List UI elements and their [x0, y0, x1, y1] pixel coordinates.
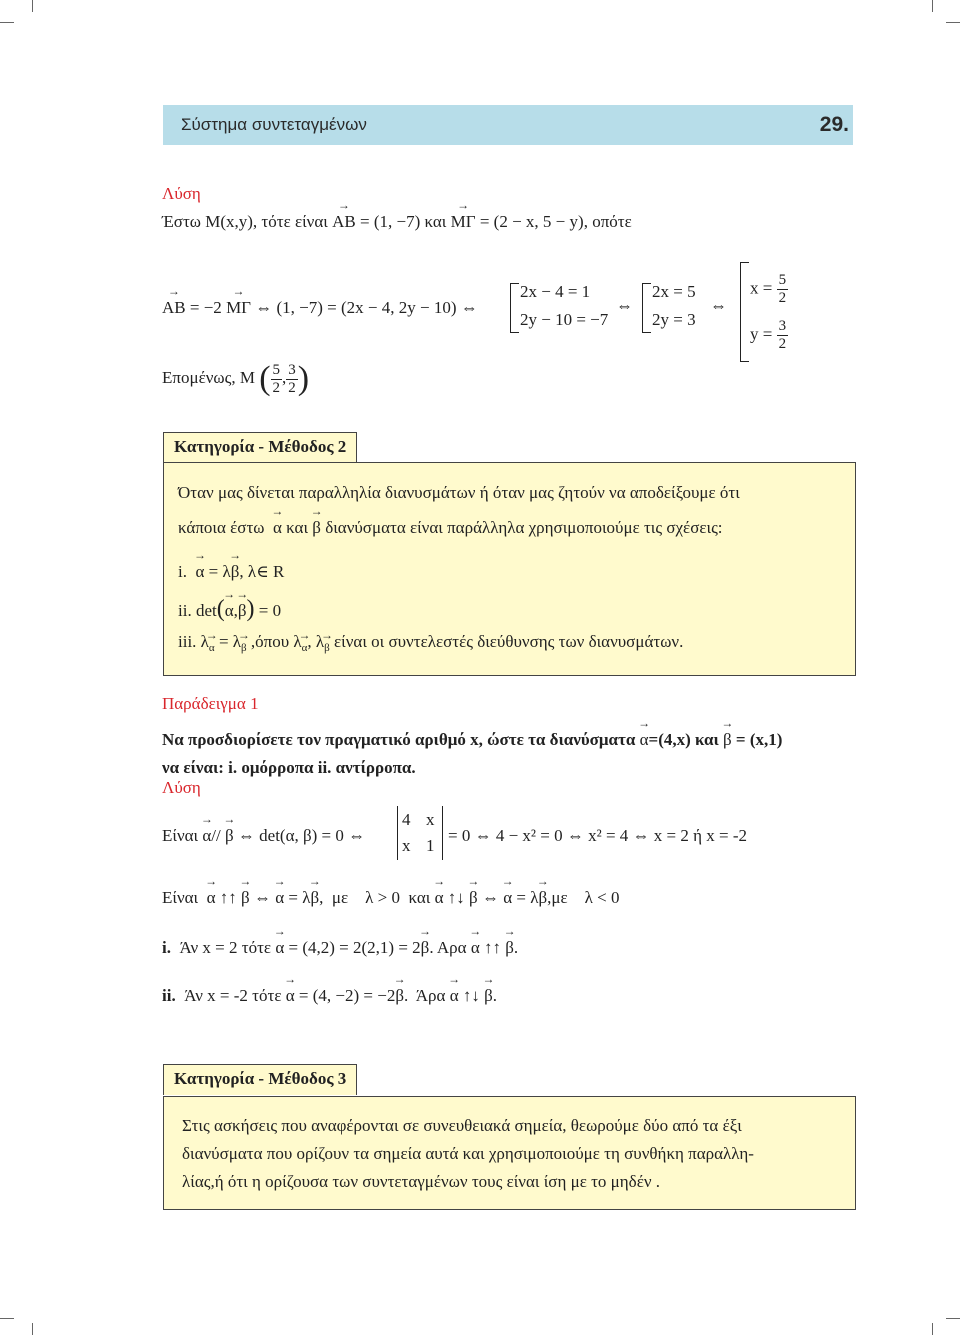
- crop-mark: [32, 0, 33, 12]
- system-1-eq-b: 2y − 10 = −7: [520, 310, 609, 329]
- system-brace: [740, 262, 749, 362]
- y-solution: y = $\frac{3}{2}$: [750, 318, 787, 352]
- method-2-line-1: Όταν μας δίνεται παραλληλία διανυσμάτων ή όταν μας ζητούν να αποδείξουμε ότι: [178, 483, 740, 502]
- page-number: 29.: [819, 113, 849, 136]
- crop-mark: [932, 1323, 933, 1335]
- system-2-eq-b: 2y = 3: [652, 310, 696, 329]
- crop-mark: [946, 1318, 960, 1319]
- method-3-line-1: Στις ασκήσεις που αναφέρονται σε συνευθειακά σημεία, θεωρούμε δύο από τα έξι: [182, 1116, 742, 1135]
- method-3-tab: Κατηγορία - Μέθοδος 3: [163, 1064, 357, 1095]
- case-i: i. Άν x = 2 τότε → α = (4,2) = 2(2,1) = 2→ β. Αρα → α ↑↑ → β.: [162, 938, 518, 958]
- determinant-result: = 0 ⇔ 4 − x² = 0 ⇔ x² = 4 ⇔ x = 2 ή x = -2: [448, 826, 748, 845]
- system-brace: [642, 283, 651, 333]
- method-3-line-2: διανύσματα που ορίζουν τα σημεία αυτά και χρησιμοποιούμε τη συνθήκη παραλλη-: [182, 1144, 754, 1163]
- crop-mark: [946, 22, 960, 23]
- example-heading: Παράδειγμα 1: [162, 694, 259, 713]
- relation-i: i. → α = λ→ β, λ∈ R: [178, 562, 284, 582]
- solution-line-1: Έστω M(x,y), τότε είναι → AB = (1, −7) και → MΓ = (2 − x, 5 − y), οπότε: [162, 212, 632, 232]
- parallel-condition: Είναι → α// → β ⇔ det(α, β) = 0 ⇔: [162, 826, 365, 846]
- header-title: Σύστημα συντεταγμένων: [181, 115, 367, 134]
- vector-ab: → AB: [332, 212, 356, 232]
- system-2-eq-a: 2x = 5: [652, 282, 696, 301]
- example-question-line-2: να είναι: i. ομόρροπα ii. αντίρροπα.: [162, 758, 416, 777]
- x-solution: x = $\frac{5}{2}$: [750, 272, 787, 306]
- example-question-line-1: Να προσδιορίσετε τον πραγματικό αριθμό x, ώστε τα διανύσματα → α=(4,x) και → β = (x,1): [162, 730, 782, 750]
- relation-iii: iii. λ→ $_\alpha$ = λ→ $_\beta$ ,όπου λ→ $_\alpha$, λ→ $_\beta$ είναι οι συντελεστές διεύθυνσης των διανυσμάτων.: [178, 632, 683, 654]
- iff-symbol: ⇔: [616, 296, 633, 315]
- crop-mark: [932, 0, 933, 12]
- crop-mark: [0, 22, 14, 23]
- relation-ii: ii. det(→ α,→ β) = 0: [178, 596, 281, 623]
- system-brace: [510, 283, 519, 333]
- method-3-line-3: λίας,ή ότι η ορίζουσα των συντεταγμένων τους είναι ίση με το μηδέν .: [182, 1172, 661, 1191]
- case-ii: ii. Άν x = -2 τότε → α = (4, −2) = −2→ β. Άρα → α ↑↓ → β.: [162, 986, 497, 1006]
- direction-conditions: Είναι → α ↑↑ → β ⇔ → α = λ→ β, με λ > 0 και → α ↑↓ → β ⇔ → α = λ→ β,με λ < 0: [162, 888, 619, 908]
- method-2-line-2: κάποια έστω → α και → β διανύσματα είναι παράλληλα χρησιμοποιούμε τις σχέσεις:: [178, 518, 723, 538]
- solution-heading: Λύση: [162, 184, 201, 203]
- system-1-eq-a: 2x − 4 = 1: [520, 282, 591, 301]
- page-header: [163, 105, 853, 145]
- method-2-tab: Κατηγορία - Μέθοδος 2: [163, 432, 357, 463]
- equation-chain: → AB = −2 → MΓ ⇔ (1, −7) = (2x − 4, 2y − 10) ⇔: [162, 298, 478, 318]
- crop-mark: [0, 1318, 14, 1319]
- example-solution-heading: Λύση: [162, 778, 201, 797]
- determinant: 4 x x 1: [397, 806, 443, 860]
- iff-symbol: ⇔: [710, 296, 727, 315]
- point-m-result: Επομένως, M ( $\frac{5}{2}$ , $\frac{3}{2}$ ): [162, 360, 310, 397]
- crop-mark: [32, 1323, 33, 1335]
- vector-mg: → MΓ: [451, 212, 476, 232]
